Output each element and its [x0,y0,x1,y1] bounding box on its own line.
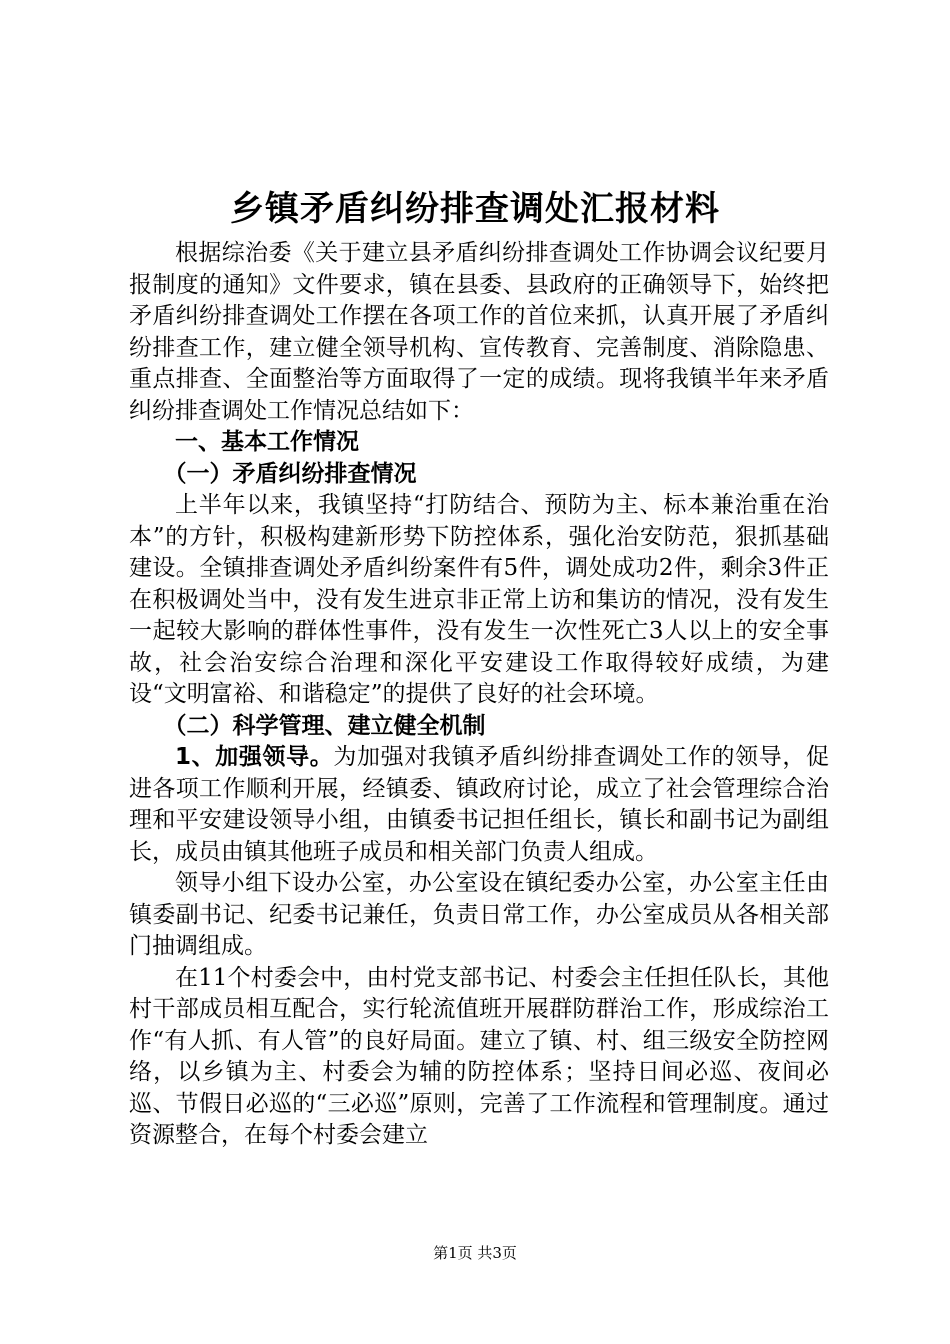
villages-paragraph: 在11个村委会中，由村党支部书记、村委会主任担任队长，其他村干部成员相互配合，实行轮流值班开展群防群治工作，形成综治工作“有人抓、有人管”的良好局面。建立了镇、村、组三级安全防控网络，以乡镇为主、村委会为辅的防控体系；坚持日间必巡、夜间必巡、节假日必巡的“三必巡”原则，完善了工作流程和管理制度。通过资源整合，在每个村委会建立 [129,964,829,1148]
dispute-investigation-paragraph: 上半年以来，我镇坚持“打防结合、预防为主、标本兼治重在治本”的方针，积极构建新形势下防控体系，强化治安防范，狠抓基础建设。全镇排查调处矛盾纠纷案件有5件，调处成功2件，剩余3件正在积极调处当中，没有发生进京非正常上访和集访的情况，没有发生一起较大影响的群体性事件，没有发生一次性死亡3人以上的安全事故，社会治安综合治理和深化平安建设工作取得较好成绩，为建设“文明富裕、和谐稳定”的提供了良好的社会环境。 [129,492,829,707]
strengthen-leadership-paragraph [129,742,829,868]
section-heading-basic-work: 一、基本工作情况 [175,429,359,455]
page-footer: 第1页 共3页 [433,1244,517,1262]
subsection-heading-dispute-investigation: （一）矛盾纠纷排查情况 [163,460,417,487]
document-body [129,238,829,1152]
strengthen-leadership-lead: 1、加强领导。 [175,744,334,770]
subsection-heading-scientific-management: （二）科学管理、建立健全机制 [163,712,486,739]
strengthen-leadership-text: 为加强对我镇矛盾纠纷排查调处工作的领导，促进各项工作顺利开展，经镇委、镇政府讨论，成立了社会管理综合治理和平安建设领导小组，由镇委书记担任组长，镇长和副书记为副组长，成员由镇其他班子成员和相关部门负责人组成。 [129,744,830,865]
document-title: 乡镇矛盾纠纷排查调处汇报材料 [230,189,720,229]
office-paragraph: 领导小组下设办公室，办公室设在镇纪委办公室，办公室主任由镇委副书记、纪委书记兼任，负责日常工作，办公室成员从各相关部门抽调组成。 [129,870,829,959]
intro-paragraph: 根据综治委《关于建立县矛盾纠纷排查调处工作协调会议纪要月报制度的通知》文件要求，镇在县委、县政府的正确领导下，始终把矛盾纠纷排查调处工作摆在各项工作的首位来抓，认真开展了矛盾纠纷排查工作，建立健全领导机构、宣传教育、完善制度、消除隐患、重点排查、全面整治等方面取得了一定的成绩。现将我镇半年来矛盾纠纷排查调处工作情况总结如下： [129,240,829,424]
